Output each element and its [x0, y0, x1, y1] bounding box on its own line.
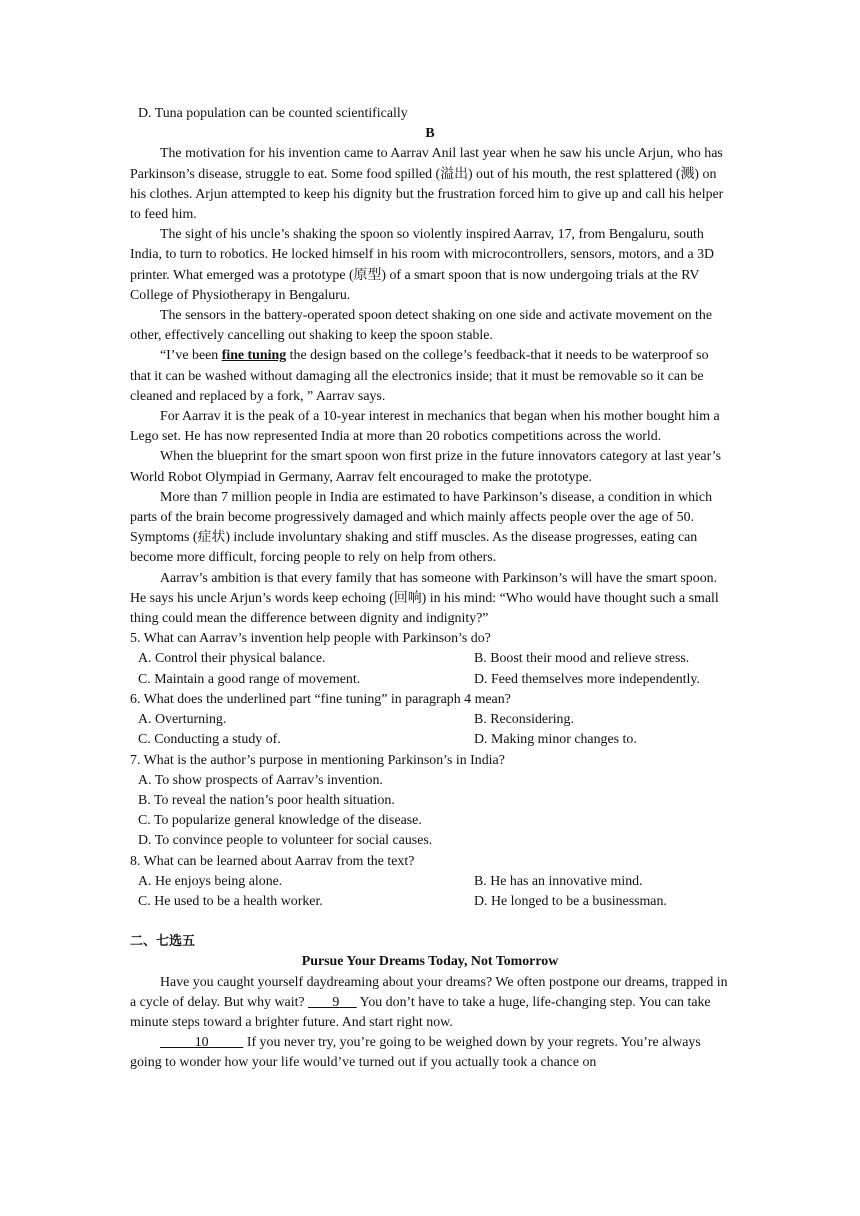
blank-10-number: 10 [194, 1035, 209, 1051]
section-2-title: Pursue Your Dreams Today, Not Tomorrow [301, 954, 559, 970]
section-2-paragraph-2-rest: If you never try, you’re going to be weighed down by your regrets. You’re always going to wonder how your life would’ve turned out if you actually took a chance on [130, 1035, 701, 1071]
question-5-option-c: C. Maintain a good range of movement. [138, 671, 361, 687]
paragraph-3: The sensors in the battery-operated spoon detect shaking on one side and activate movement on the other, effectively cancelling out shaking to keep the spoon stable. [130, 308, 712, 344]
question-8-option-c: C. He used to be a health worker. [138, 893, 323, 909]
document-page [130, 104, 730, 1074]
question-8-options-row-1 [130, 872, 730, 892]
question-7-stem: 7. What is the author’s purpose in mentioning Parkinson’s in India? [130, 752, 505, 768]
previous-option-d: D. Tuna population can be counted scientifically [138, 106, 408, 121]
question-6-options-row-2 [130, 730, 730, 750]
section-2-paragraph-1-rest: You don’t have to take a huge, life-changing step. You can take minute steps toward a brighter future. And start right now. [130, 994, 711, 1030]
question-5-options-row-1 [130, 649, 730, 669]
paragraph-7: More than 7 million people in India are estimated to have Parkinson’s disease, a condition in which parts of the brain become progressively damaged and which mainly affects people over the age of 50. Symptoms (症状) include involuntary shaking and stiff muscles. As the disease progresses, eating can become more difficult, forcing people to rely on help from others. [130, 489, 713, 566]
question-8-option-a: A. He enjoys being alone. [138, 873, 283, 889]
blank-9-number: 9 [332, 994, 340, 1010]
question-6-stem: 6. What does the underlined part “fine tuning” in paragraph 4 mean? [130, 691, 511, 707]
question-7-option-b: B. To reveal the nation’s poor health situation. [138, 792, 395, 808]
question-6-options-row-1 [130, 710, 730, 730]
paragraph-6: When the blueprint for the smart spoon won first prize in the future innovators category at last year’s World Robot Olympiad in Germany, Aarrav felt encouraged to make the prototype. [130, 449, 721, 485]
question-5-stem: 5. What can Aarrav’s invention help people with Parkinson’s do? [130, 631, 491, 647]
paragraph-4-start: “I’ve been [160, 348, 222, 364]
question-7-option-c: C. To popularize general knowledge of the disease. [138, 813, 422, 829]
question-8-stem: 8. What can be learned about Aarrav from the text? [130, 853, 415, 869]
question-8-options-row-2 [130, 892, 730, 912]
underlined-phrase: fine tuning [221, 348, 287, 364]
section-2-heading: 二、七选五 [130, 934, 196, 950]
section-2-paragraph-1-start: Have you caught yourself daydreaming about your dreams? We often postpone our dreams, trapped in a cycle of delay. But why wait? [130, 974, 728, 1010]
question-5-options-row-2 [130, 670, 730, 690]
passage-letter: B [425, 126, 435, 142]
question-6-option-b: B. Reconsidering. [474, 712, 574, 728]
paragraph-1: The motivation for his invention came to Aarrav Anil last year when he saw his uncle Arjun, who has Parkinson’s disease, struggle to eat. Some food spilled (溢出) out of his mouth, the rest splattered (溅) on his clothes. Arjun attempted to keep his dignity but the frustration forced him to give up and call his helper to feed him. [130, 146, 724, 223]
blank-10 [160, 1035, 243, 1050]
section-2-paragraph-1 [130, 973, 730, 1034]
question-8-option-d: D. He longed to be a businessman. [474, 893, 667, 909]
section-spacer [130, 912, 730, 932]
paragraph-2: The sight of his uncle’s shaking the spoon so violently inspired Aarrav, 17, from Bengaluru, south India, to turn to robotics. He locked himself in his room with microcontrollers, sensors, motors, and a 3D printer. What emerged was a prototype (原型) of a smart spoon that is now undergoing trials at the RV College of Physiotherapy in Bengaluru. [130, 227, 715, 303]
paragraph-4-rest: the design based on the college’s feedback-that it needs to be waterproof so that it can be washed without damaging all the electronics inside; that it must be removable so it can be cleaned and replaced by a fork, ” Aarrav says. [130, 348, 709, 404]
question-5-option-d: D. Feed themselves more independently. [474, 671, 700, 687]
paragraph-4 [130, 346, 730, 407]
question-6-option-c: C. Conducting a study of. [138, 732, 281, 748]
section-2-paragraph-2 [130, 1033, 730, 1073]
paragraph-5: For Aarrav it is the peak of a 10-year interest in mechanics that began when his mother bought him a Lego set. He has now represented India at more than 20 robotics competitions across the world. [130, 409, 720, 445]
question-7-option-a: A. To show prospects of Aarrav’s invention. [138, 772, 383, 788]
question-5-option-a: A. Control their physical balance. [138, 651, 326, 667]
question-5-option-b: B. Boost their mood and relieve stress. [474, 651, 690, 667]
question-6-option-d: D. Making minor changes to. [474, 732, 637, 748]
question-6-option-a: A. Overturning. [138, 712, 227, 728]
question-7-option-d: D. To convince people to volunteer for social causes. [138, 833, 433, 849]
blank-9 [308, 995, 357, 1010]
question-8-option-b: B. He has an innovative mind. [474, 873, 643, 889]
paragraph-8: Aarrav’s ambition is that every family that has someone with Parkinson’s will have the smart spoon. He says his uncle Arjun’s words keep echoing (回响) in his mind: “Who would have thought such a small thing could mean the difference between dignity and indignity?” [130, 570, 719, 627]
